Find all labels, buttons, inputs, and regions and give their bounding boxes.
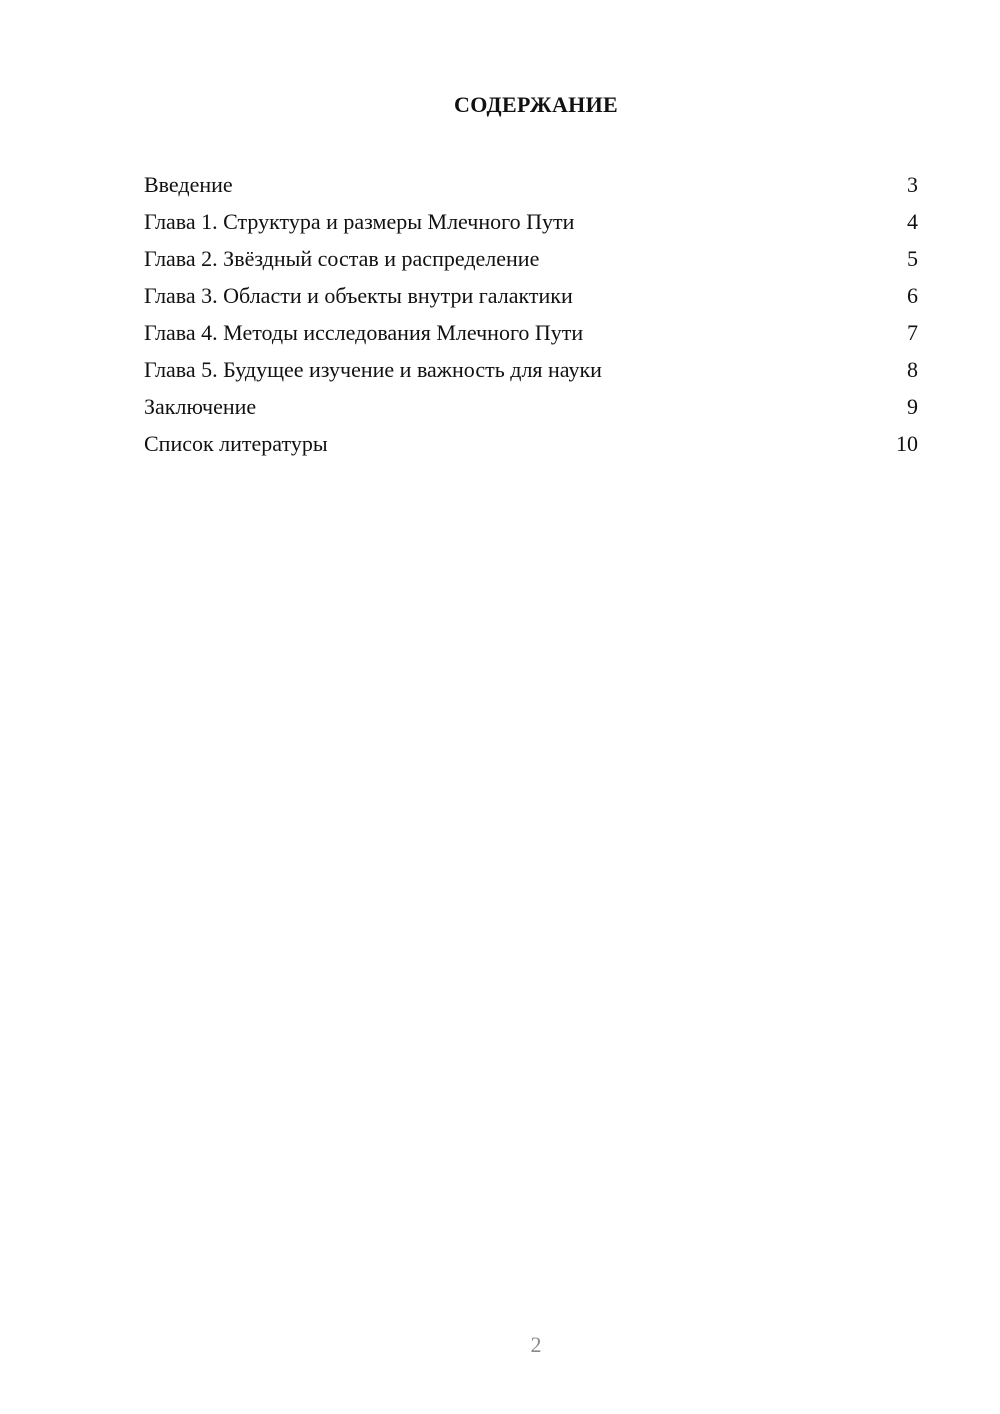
toc-entry (144, 390, 918, 427)
toc-entry (144, 353, 918, 390)
toc-entry-page: 5 (907, 246, 918, 271)
toc-entry-label: Глава 5. Будущее изучение и важность для науки (144, 357, 602, 382)
toc-entry-label: Список литературы (144, 431, 328, 456)
page-number: 2 (530, 1332, 542, 1357)
toc-entry-label: Глава 2. Звёздный состав и распределение (144, 246, 540, 271)
table-of-contents (144, 168, 918, 464)
toc-entry-page: 6 (907, 283, 918, 308)
toc-entry (144, 279, 918, 316)
toc-entry (144, 316, 918, 353)
toc-entry (144, 242, 918, 279)
page-title: СОДЕРЖАНИЕ (454, 92, 618, 117)
toc-entry-label: Введение (144, 172, 233, 197)
toc-entry-label: Глава 1. Структура и размеры Млечного Пути (144, 209, 575, 234)
toc-entry-page: 9 (907, 394, 918, 419)
toc-entry-label: Глава 4. Методы исследования Млечного Пути (144, 320, 584, 345)
toc-entry-page: 4 (907, 209, 918, 234)
toc-entry-page: 7 (907, 320, 918, 345)
toc-entry-page: 8 (907, 357, 918, 382)
toc-entry-label: Глава 3. Области и объекты внутри галактики (144, 283, 573, 308)
toc-entry-page: 3 (907, 172, 918, 197)
toc-entry-page: 10 (896, 431, 918, 456)
toc-entry (144, 427, 918, 464)
toc-entry-label: Заключение (144, 394, 257, 419)
toc-entry (144, 168, 918, 205)
toc-entry (144, 205, 918, 242)
